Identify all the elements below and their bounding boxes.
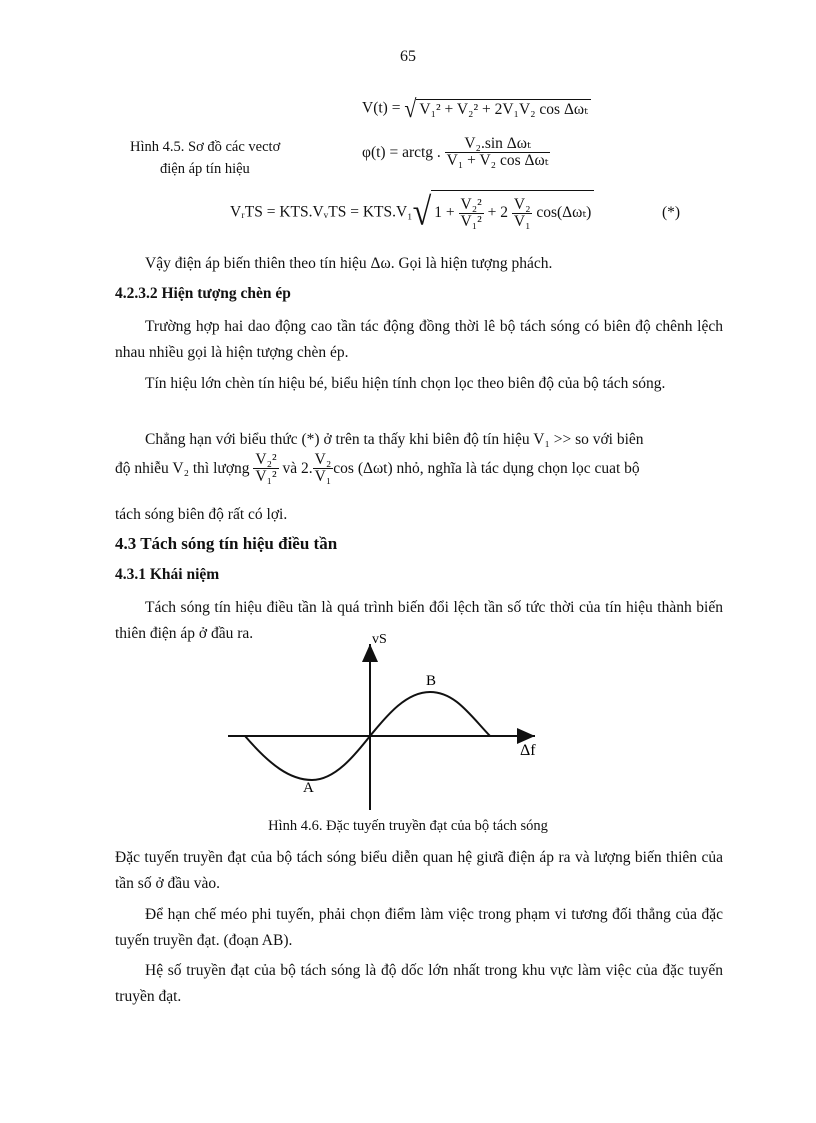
sqrt-icon: √ <box>412 190 432 234</box>
equation-star-label: (*) <box>662 204 681 221</box>
point-b-label: B <box>426 673 437 689</box>
inline-fraction-2-den: V₁ <box>314 468 332 486</box>
equation-vrts <box>230 190 594 235</box>
figure-4-5-caption-line2: điện áp tín hiệu <box>160 161 250 177</box>
paragraph-example-text-b: và 2. <box>282 459 313 477</box>
equation-vrts-frac2-den: V₁ <box>513 212 531 230</box>
equation-phi-num: V₂.sin Δωₜ <box>445 136 551 153</box>
y-axis-label: vS <box>372 632 387 647</box>
inline-fraction-1 <box>253 452 278 486</box>
equation-phi-den: V₁ + V₂ cos Δωₜ <box>446 152 549 170</box>
sqrt-icon: √ <box>404 94 417 123</box>
figure-4-5-caption <box>130 136 280 180</box>
equation-vrts-frac2-num: V₂ <box>513 195 531 213</box>
equation-vrts-frac1 <box>459 197 484 231</box>
figure-4-5-caption-line1: Hình 4.5. Sơ đồ các vectơ <box>130 139 281 155</box>
paragraph-transfer-coefficient: Hệ số truyền đạt của bộ tách sóng là độ dốc lớn nhất trong khu vực làm việc của đặc tuyến truyền đạt. <box>115 962 723 1005</box>
equation-vt-rhs: V₁² + V₂² + 2V₁V₂ cos Δωₜ <box>416 99 591 120</box>
x-axis-label: Δf <box>520 742 536 759</box>
inline-fraction-2-num: V₂ <box>314 451 332 468</box>
equation-vrts-inner-1: 1 + <box>434 204 455 221</box>
paragraph-phach: Vậy điện áp biến thiên theo tín hiệu Δω. Gọi là hiện tượng phách. <box>145 255 553 272</box>
inline-fraction-1-den: V₁² <box>255 468 277 486</box>
page-number: 65 <box>400 48 416 65</box>
equation-vrts-frac1-num: V₂² <box>460 195 482 213</box>
equation-vt <box>362 96 591 122</box>
paragraph-fm-detection-def: Tách sóng tín hiệu điều tần là quá trình biến đổi lệch tần số tức thời của tín hiệu thành biến thiên điện áp ở đầu ra. <box>115 599 723 642</box>
figure-4-6-diagram <box>220 630 550 815</box>
heading-4-3: 4.3 Tách sóng tín hiệu điều tần <box>115 534 338 553</box>
paragraph-example-text-a: độ nhiễu V₂ thì lượng <box>115 459 250 477</box>
inline-fraction-2 <box>313 452 334 486</box>
equation-phi-lhs: φ(t) = arctg . <box>362 143 441 161</box>
paragraph-example-line1: Chẳng hạn với biểu thức (*) ở trên ta thấy khi biên độ tín hiệu V₁ >> so với biên <box>145 431 644 448</box>
inline-fraction-1-num: V₂² <box>255 451 277 468</box>
paragraph-chen-ep-effect: Tín hiệu lớn chèn tín hiệu bé, biểu hiện tính chọn lọc theo biên độ của bộ tách sóng. <box>145 375 666 392</box>
equation-phi-fraction <box>445 136 551 170</box>
equation-vrts-frac1-den: V₁² <box>460 212 482 230</box>
heading-4-3-1: 4.3.1 Khái niệm <box>115 566 220 583</box>
equation-vt-lhs: V(t) = <box>362 99 401 117</box>
paragraph-example-text-c: cos (Δωt) nhỏ, nghĩa là tác dụng chọn lọc cuat bộ <box>333 459 640 477</box>
equation-vrts-radicand <box>431 190 594 235</box>
paragraph-example-line2 <box>115 452 723 486</box>
equation-vrts-frac2 <box>512 197 533 231</box>
paragraph-transfer-characteristic: Đặc tuyến truyền đạt của bộ tách sóng biểu diễn quan hệ giưã điện áp ra và lượng biến thiên của tần số ở đầu vào. <box>115 849 723 892</box>
heading-4-2-3-2: 4.2.3.2 Hiện tượng chèn ép <box>115 285 291 302</box>
point-a-label: A <box>303 780 314 796</box>
paragraph-chen-ep-def: Trường hợp hai dao động cao tần tác động đồng thời lê bộ tách sóng có biên độ chênh lệch nhau nhiều gọi là hiện tượng chèn ép. <box>115 318 723 361</box>
equation-vrts-lhs: VᵣTS = KTS.VᵥTS = KTS.V₁ <box>230 203 413 221</box>
paragraph-nonlinear-distortion: Để hạn chế méo phi tuyến, phải chọn điểm làm việc trong phạm vi tương đối thẳng của đặc tuyến truyền đạt. (đoạn AB). <box>115 906 723 949</box>
figure-4-6-caption: Hình 4.6. Đặc tuyến truyền đạt của bộ tách sóng <box>268 818 548 834</box>
paragraph-example-line3: tách sóng biên độ rất có lợi. <box>115 506 288 523</box>
equation-phi <box>362 136 550 170</box>
equation-vrts-inner-2: + 2 <box>487 204 508 221</box>
equation-vrts-inner-3: cos(Δωₜ) <box>536 204 592 221</box>
